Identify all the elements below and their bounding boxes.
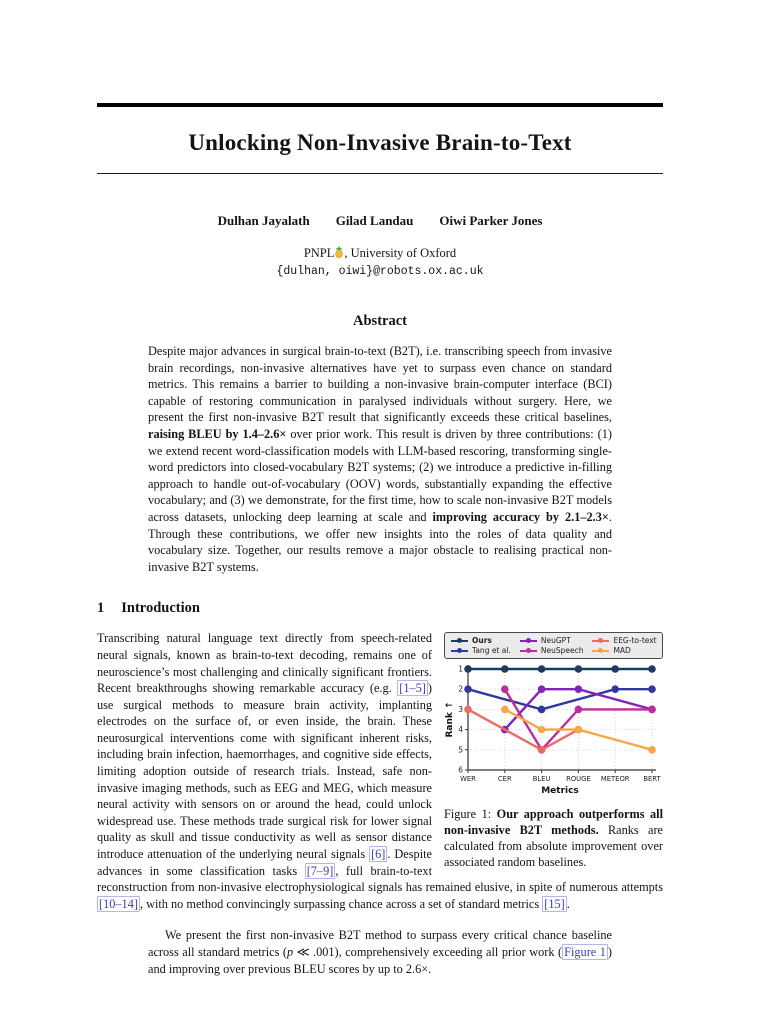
paper-content — [97, 0, 663, 977]
x-tick-label: CER — [497, 775, 512, 784]
data-point — [575, 686, 583, 694]
legend-line-icon — [592, 637, 609, 644]
y-tick-label: 2 — [458, 685, 463, 695]
legend-label: NeuSpeech — [540, 646, 584, 656]
text-run: improving accuracy by 2.1–2.3× — [432, 509, 609, 524]
x-axis-label: Metrics — [541, 786, 579, 797]
citation-link[interactable]: [6] — [371, 847, 386, 862]
legend-label: EEG-to-text — [613, 636, 657, 646]
data-point — [501, 666, 509, 674]
section-heading — [97, 600, 663, 617]
affiliation-university: , University of Oxford — [344, 246, 457, 260]
title-rule — [97, 173, 663, 174]
legend-item — [451, 636, 511, 645]
paper-title: Unlocking Non-Invasive Brain-to-Text — [188, 130, 572, 155]
data-point — [501, 686, 509, 694]
text-run: raising BLEU by 1.4–2.6× — [148, 426, 287, 441]
text-run: p — [286, 945, 294, 959]
x-tick-label: METEOR — [600, 775, 630, 784]
text-run: Transcribing natural language text directly from speech-related neural signals, known as brain-to-text decoding, remains one of neuroscience’s most challenging and clinically significant frontiers. Recent breakthroughs showing remarkable accuracy (e.g. — [97, 631, 432, 696]
data-point — [648, 746, 656, 754]
text-run: . — [566, 896, 570, 911]
legend-label: Tang et al. — [472, 646, 511, 656]
figure1-caption — [444, 807, 663, 871]
data-point — [538, 686, 546, 694]
legend-item — [520, 646, 584, 655]
affiliation-line — [97, 246, 663, 262]
citation-link[interactable]: Figure 1 — [564, 945, 606, 959]
legend-item — [592, 646, 656, 655]
y-tick-label: 5 — [458, 745, 463, 755]
y-tick-label: 1 — [458, 664, 463, 674]
closing-paragraph — [148, 927, 612, 977]
data-point — [464, 706, 472, 714]
text-run: ) and improving over previous BLEU scores by up to 2.6×. — [148, 945, 613, 976]
legend-line-icon — [592, 647, 609, 654]
citation-link[interactable]: [15] — [544, 896, 565, 911]
author-list — [97, 213, 663, 229]
chart-legend — [444, 632, 663, 659]
text-run: over prior work. This result is driven by three contributions: (1) we extend recent word-classification models with LLM-based rescoring, transforming single-word predictors into closed-vocabulary B2T systems; (2) we introduce a predictive in-filling approach to handle out-of-vocabulary (OOV) words, substantially expanding the effective vocabulary; and (3) we demonstrate, for the first time, how to scale non-invasive B2T models across datasets, unlocking deep learning at scale and — [148, 426, 612, 524]
data-point — [538, 706, 546, 714]
legend-label: NeuGPT — [540, 636, 571, 646]
x-tick-label: BLEU — [532, 775, 551, 784]
x-tick-label: WER — [460, 775, 476, 784]
affiliation-lab: PNPL — [303, 246, 335, 260]
y-tick-label: 6 — [458, 765, 463, 775]
top-rule — [97, 103, 663, 107]
citation-link[interactable]: [7–9] — [306, 863, 334, 878]
y-axis-label: Rank ↑ — [445, 701, 455, 738]
text-run: . Despite advances in some classification tasks — [97, 847, 432, 878]
legend-label: Ours — [472, 636, 492, 646]
y-tick-label: 3 — [458, 705, 463, 715]
legend-line-icon — [520, 637, 537, 644]
citation-link[interactable]: [1–5] — [399, 681, 426, 696]
data-point — [575, 706, 583, 714]
data-point — [538, 666, 546, 674]
author-name: Dulhan Jayalath — [217, 213, 310, 228]
legend-line-icon — [520, 647, 537, 654]
text-run: We present the first non-invasive B2T method to surpass every critical chance baseline across all standard metrics ( — [148, 928, 612, 959]
legend-label: MAD — [613, 646, 631, 656]
data-point — [648, 686, 656, 694]
text-run: , full brain-to-text reconstruction from non-invasive electrophysiological signals has remained elusive, in spite of numerous attempts — [97, 863, 663, 895]
data-point — [648, 666, 656, 674]
text-run: Figure 1: — [444, 807, 497, 822]
section-number: 1 — [97, 600, 105, 617]
pineapple-icon — [334, 246, 344, 262]
abstract-heading: Abstract — [353, 313, 407, 329]
data-point — [611, 666, 619, 674]
abstract-text — [148, 343, 612, 575]
text-run: ) use surgical methods to measure brain activity, implanting electrodes on the surface of, or even inside, the brain. These neurosurgical interventions come with significant inherent risks, including brain infection, haemorrhages, and cognitive side effects, limiting adoption outside of research trials. Instead, safe non-invasive imaging methods, such as EEG and MEG, which measure neural activity with sensors on or around the head, could unlock widespread use. These methods trade surgical risk for lower signal quality as skull and tissue conductivity as well as sensor distance introduce attenuation of the underlying neural signals — [97, 681, 432, 862]
email-line[interactable]: {dulhan, oiwi}@robots.ox.ac.uk — [276, 265, 484, 278]
data-point — [538, 726, 546, 734]
data-point — [575, 726, 583, 734]
figure1-chart — [444, 662, 663, 798]
data-point — [464, 686, 472, 694]
text-run: . Through these contributions, we offer new insights into the roles of data quality and vocabulary size. Together, our results remove a major obstacle to realising practical non-invasive B2T systems. — [148, 509, 612, 574]
text-run: Despite major advances in surgical brain-to-text (B2T), i.e. transcribing speech from invasive brain recordings, non-invasive alternatives have yet to surpass even chance on standard metrics. This remains a barrier to building a non-invasive brain-computer interface (BCI) capable of restoring communication in paralysed individuals without surgery. Here, we present the first non-invasive B2T result that significantly exceeds these critical baselines, — [148, 344, 612, 425]
y-tick-label: 4 — [458, 725, 463, 735]
text-run: Ranks are calculated from absolute improvement over associated random baselines. — [444, 823, 663, 870]
data-point — [648, 706, 656, 714]
citation-link[interactable]: [10–14] — [99, 896, 138, 911]
text-run: , with no method convincingly surpassing chance across a set of standard metrics — [139, 896, 543, 911]
legend-item — [451, 646, 511, 655]
author-name: Oiwi Parker Jones — [439, 213, 543, 228]
series-line — [468, 690, 652, 710]
x-tick-label: ROUGE — [566, 775, 591, 784]
section-title: Introduction — [121, 600, 200, 617]
data-point — [611, 686, 619, 694]
data-point — [501, 706, 509, 714]
figure1 — [444, 632, 663, 871]
text-run: ≪ .001), comprehensively exceeding all prior work ( — [293, 945, 563, 959]
data-point — [464, 666, 472, 674]
legend-item — [592, 636, 656, 645]
data-point — [575, 666, 583, 674]
legend-line-icon — [451, 647, 468, 654]
introduction-section — [97, 630, 663, 977]
legend-item — [520, 636, 584, 645]
text-run: Our approach outperforms all non-invasive B2T methods. — [444, 807, 663, 838]
author-name: Gilad Landau — [335, 213, 414, 228]
legend-line-icon — [451, 637, 468, 644]
data-point — [538, 746, 546, 754]
x-tick-label: BERT — [643, 775, 661, 784]
